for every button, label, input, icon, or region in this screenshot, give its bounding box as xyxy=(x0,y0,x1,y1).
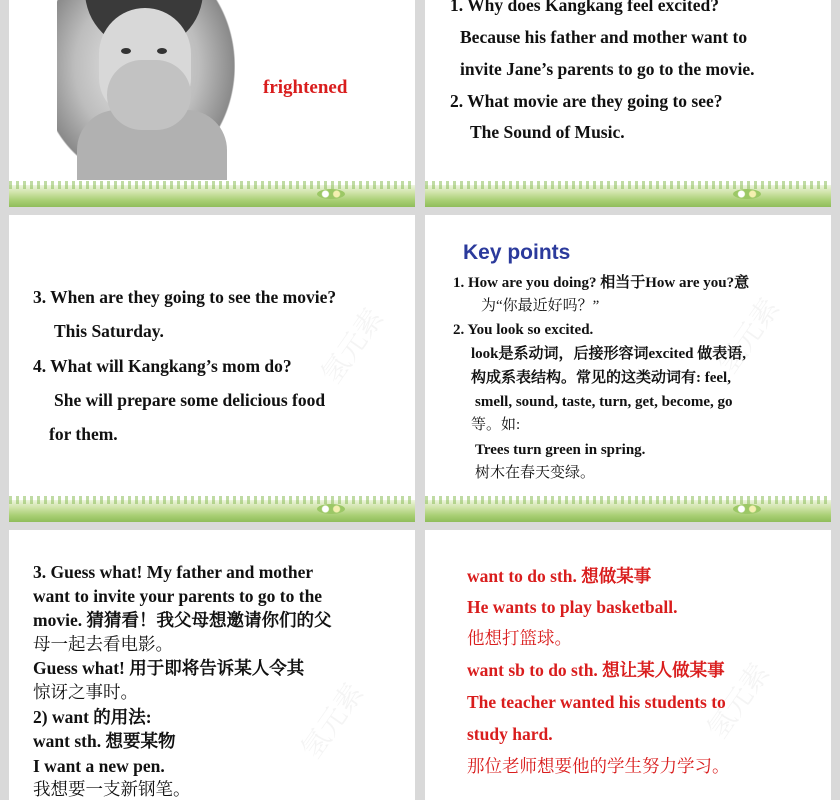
key-point-2-line-1: look是系动词，后接形容词excited 做表语, xyxy=(471,346,746,362)
want-sb-to-do-example-line-1: The teacher wanted his students to xyxy=(467,692,726,712)
frightened-girl-photo xyxy=(57,0,235,180)
note-3-line-1: 3. Guess what! My father and mother xyxy=(33,562,314,582)
watermark xyxy=(311,299,392,391)
example-translation: 树木在春天变绿。 xyxy=(475,465,596,481)
want-sb-to-do-phrase: want sb to do sth. 想让某人做某事 xyxy=(467,660,725,680)
note-3-line-4: 母一起去看电影。 xyxy=(33,634,173,654)
flower-decoration xyxy=(733,189,761,199)
key-point-1-line-1: 1. How are you doing? 相当于How are you?意 xyxy=(453,275,750,291)
answer-4-line-1: She will prepare some delicious food xyxy=(54,390,326,410)
answer-3: This Saturday. xyxy=(54,321,164,341)
grass-footer xyxy=(425,500,831,522)
photo-hands xyxy=(107,60,191,130)
key-points-heading: Key points xyxy=(463,241,571,264)
photo-eye-left xyxy=(121,48,131,54)
want-to-do-example: He wants to play basketball. xyxy=(467,597,678,617)
answer-4-line-2: for them. xyxy=(49,424,118,444)
question-4: 4. What will Kangkang’s mom do? xyxy=(33,356,292,376)
flower-decoration xyxy=(317,189,345,199)
want-usage-1: want sth. 想要某物 xyxy=(33,731,176,751)
slide-2 xyxy=(425,0,831,207)
want-sb-to-do-translation: 那位老师想要他的学生努力学习。 xyxy=(467,756,730,776)
grass-footer xyxy=(9,185,415,207)
watermark xyxy=(707,289,788,381)
key-point-2-line-4: 等。如: xyxy=(471,417,521,433)
answer-1-line-1: Because his father and mother want to xyxy=(460,27,748,47)
grass-footer xyxy=(9,500,415,522)
note-3-line-2: want to invite your parents to go to the xyxy=(33,586,323,606)
flower-decoration xyxy=(317,504,345,514)
question-2: 2. What movie are they going to see? xyxy=(450,91,723,111)
flower-decoration xyxy=(733,504,761,514)
note-3-line-5: Guess what! 用于即将告诉某人令其 xyxy=(33,658,305,678)
question-3: 3. When are they going to see the movie? xyxy=(33,287,337,307)
key-point-2-title: 2. You look so excited. xyxy=(453,322,594,338)
key-point-1-line-2: 为“你最近好吗？” xyxy=(481,298,600,314)
slide-1 xyxy=(9,0,415,207)
answer-1-line-2: invite Jane’s parents to go to the movie. xyxy=(460,59,755,79)
want-to-do-translation: 他想打篮球。 xyxy=(467,628,572,648)
want-example-1-translation: 我想要一支新钢笔。 xyxy=(33,779,191,799)
slide-5 xyxy=(9,530,415,800)
note-3-line-6: 惊讶之事时。 xyxy=(33,682,138,702)
photo-eye-right xyxy=(157,48,167,54)
slide-4 xyxy=(425,215,831,522)
frightened-label: frightened xyxy=(263,77,348,98)
answer-2: The Sound of Music. xyxy=(470,122,625,142)
key-point-2-line-2: 构成系表结构。常见的这类动词有: feel, xyxy=(471,370,731,386)
grass-footer xyxy=(425,185,831,207)
want-example-1: I want a new pen. xyxy=(33,756,165,776)
want-to-do-phrase: want to do sth. 想做某事 xyxy=(467,566,652,586)
watermark xyxy=(291,674,372,766)
note-3-line-3: movie. 猜猜看！我父母想邀请你们的父 xyxy=(33,610,332,630)
want-usage-title: 2) want 的用法: xyxy=(33,707,152,727)
slide-6 xyxy=(425,530,831,800)
question-1: 1. Why does Kangkang feel excited? xyxy=(450,0,719,15)
want-sb-to-do-example-line-2: study hard. xyxy=(467,724,553,744)
example-sentence: Trees turn green in spring. xyxy=(475,442,646,458)
key-point-2-line-3: smell, sound, taste, turn, get, become, go xyxy=(475,394,733,410)
slide-3 xyxy=(9,215,415,522)
